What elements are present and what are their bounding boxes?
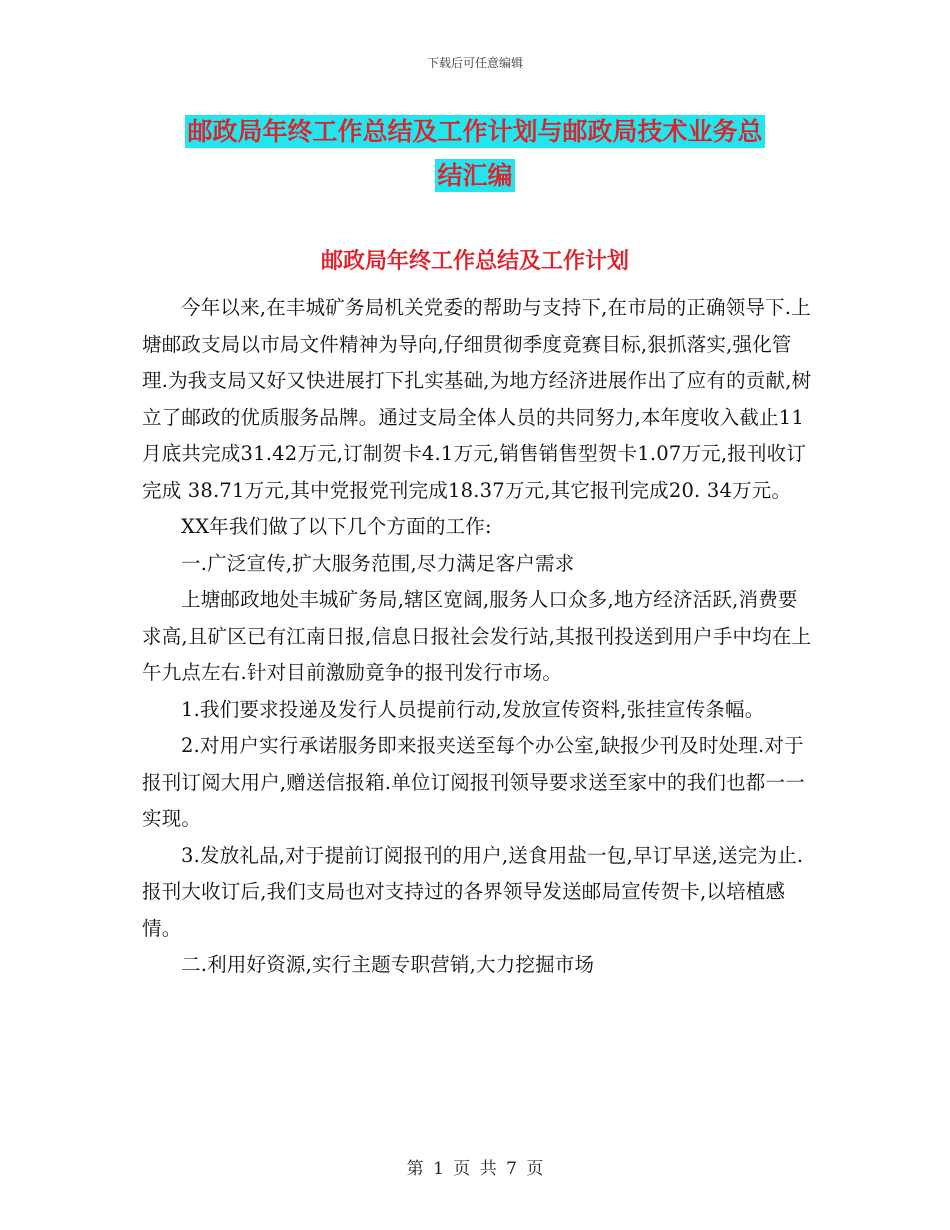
document-title-line2: 结汇编 — [437, 161, 513, 190]
paragraph: XX年我们做了以下几个方面的工作: — [181, 515, 492, 538]
paragraph: 二.利用好资源,实行主题专职营销,大力挖掘市场 — [181, 953, 595, 976]
paragraph: 一.广泛宣传,扩大服务范围,尽力满足客户需求 — [181, 551, 575, 575]
document-title-line1: 邮政局年终工作总结及工作计划与邮政局技术业务总 — [187, 117, 763, 146]
page-header-note: 下载后可任意编辑 — [426, 56, 523, 70]
paragraph: 上塘邮政地处丰城矿务局,辖区宽阔,服务人口众多,地方经济活跃,消费要求高,且矿区已有江南日报,信息日报社会发行站,其报刊投送到用户手中均在上午九点左右.针对目前激励竟争的报刊发行市场。 — [142, 588, 812, 684]
section-title: 邮政局年终工作总结及工作计划 — [320, 249, 629, 274]
paragraph: 2.对用户实行承诺服务即来报夹送至每个办公室,缺报少刊及时处理.对于报刊订阅大用户,赠送信报箱.单位订阅报刊领导要求送至家中的我们也都一一实现。 — [142, 734, 805, 830]
document-body — [142, 290, 812, 984]
paragraph: 1.我们要求投递及发行人员提前行动,发放宣传资料,张挂宣传条幅。 — [181, 697, 765, 721]
document-title — [140, 110, 810, 198]
page-number-footer: 第 1 页 共 7 页 — [406, 1159, 544, 1179]
paragraph: 今年以来,在丰城矿务局机关党委的帮助与支持下,在市局的正确领导下.上塘邮政支局以市局文件精神为导向,仔细贯彻季度竟赛目标,狠抓落实,强化管理.为我支局又好又快进展打下扎实基础,为地方经济进展作出了应有的贡献,树立了邮政的优质服务品牌。通过支局全体人员的共同努力,本年度收入截止11月底共完成31.42万元,订制贺卡4.1万元,销售销售型贺卡1.07万元,报刊收订完成 38.71万元,其中党报党刊完成18.37万元,其它报刊完成20. 34万元。 — [142, 296, 812, 502]
paragraph: 3.发放礼品,对于提前订阅报刊的用户,送食用盐一包,早订早送,送完为止.报刊大收订后,我们支局也对支持过的各界领导发送邮局宣传贺卡,以培植感情。 — [142, 843, 804, 940]
